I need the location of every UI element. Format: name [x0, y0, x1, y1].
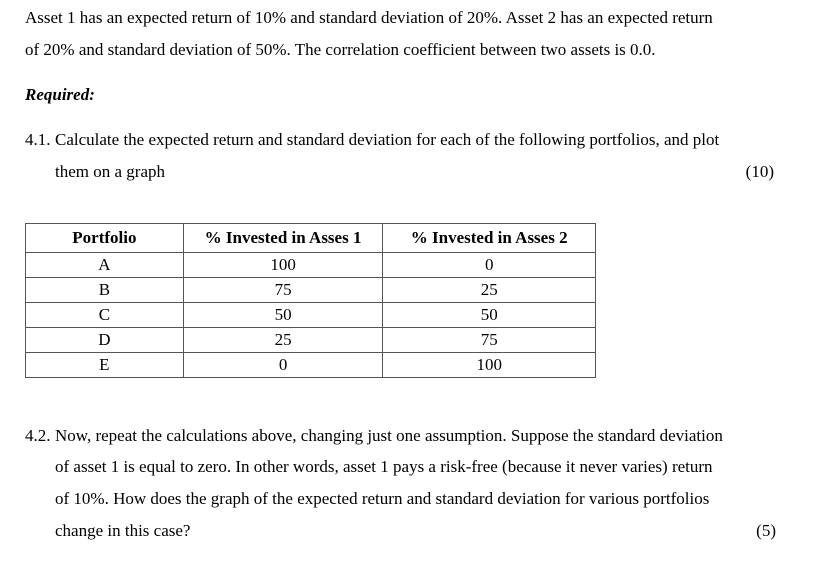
table-row	[26, 353, 596, 378]
table-row	[26, 278, 596, 303]
portfolio-cell: E	[26, 353, 184, 378]
question-4-2-marks: (5)	[756, 521, 776, 540]
portfolio-cell: D	[26, 328, 184, 353]
asset-1-cell: 0	[183, 353, 383, 378]
portfolio-cell: B	[26, 278, 184, 303]
asset-2-cell: 50	[383, 303, 596, 328]
intro-line-1: Asset 1 has an expected return of 10% and standard deviation of 20%. Asset 2 has an expected return	[25, 8, 713, 27]
header-portfolio: Portfolio	[26, 224, 184, 253]
asset-1-cell: 75	[183, 278, 383, 303]
table-row	[26, 303, 596, 328]
table-row	[26, 253, 596, 278]
asset-1-cell: 100	[183, 253, 383, 278]
asset-2-cell: 25	[383, 278, 596, 303]
question-4-2-line-4: change in this case?	[55, 521, 191, 540]
required-heading: Required:	[25, 85, 95, 104]
asset-1-cell: 25	[183, 328, 383, 353]
intro-line-2: of 20% and standard deviation of 50%. The correlation coefficient between two assets is 0.0.	[25, 40, 656, 59]
asset-2-cell: 0	[383, 253, 596, 278]
table-header-row	[26, 224, 596, 253]
question-4-1-line-2: them on a graph	[55, 162, 165, 181]
portfolio-cell: C	[26, 303, 184, 328]
asset-2-cell: 100	[383, 353, 596, 378]
portfolio-table	[25, 223, 596, 378]
question-4-1-text: Calculate the expected return and standard deviation for each of the following portfolios, and plot	[55, 130, 720, 149]
question-4-2-line-2: of asset 1 is equal to zero. In other words, asset 1 pays a risk-free (because it never varies) return	[55, 457, 713, 476]
asset-1-cell: 50	[183, 303, 383, 328]
question-4-1-line-1	[25, 130, 719, 150]
table-row	[26, 328, 596, 353]
question-4-1-number: 4.1.	[25, 130, 51, 149]
question-4-2-line-1	[25, 426, 723, 446]
question-4-2-number: 4.2.	[25, 426, 51, 445]
header-invested-asset-2: % Invested in Asses 2	[383, 224, 596, 253]
question-4-1-marks: (10)	[745, 162, 774, 181]
question-4-2-line-3: of 10%. How does the graph of the expected return and standard deviation for various portfolios	[55, 489, 710, 508]
portfolio-cell: A	[26, 253, 184, 278]
asset-2-cell: 75	[383, 328, 596, 353]
question-4-2-text: Now, repeat the calculations above, changing just one assumption. Suppose the standard deviation	[55, 426, 723, 445]
header-invested-asset-1: % Invested in Asses 1	[183, 224, 383, 253]
